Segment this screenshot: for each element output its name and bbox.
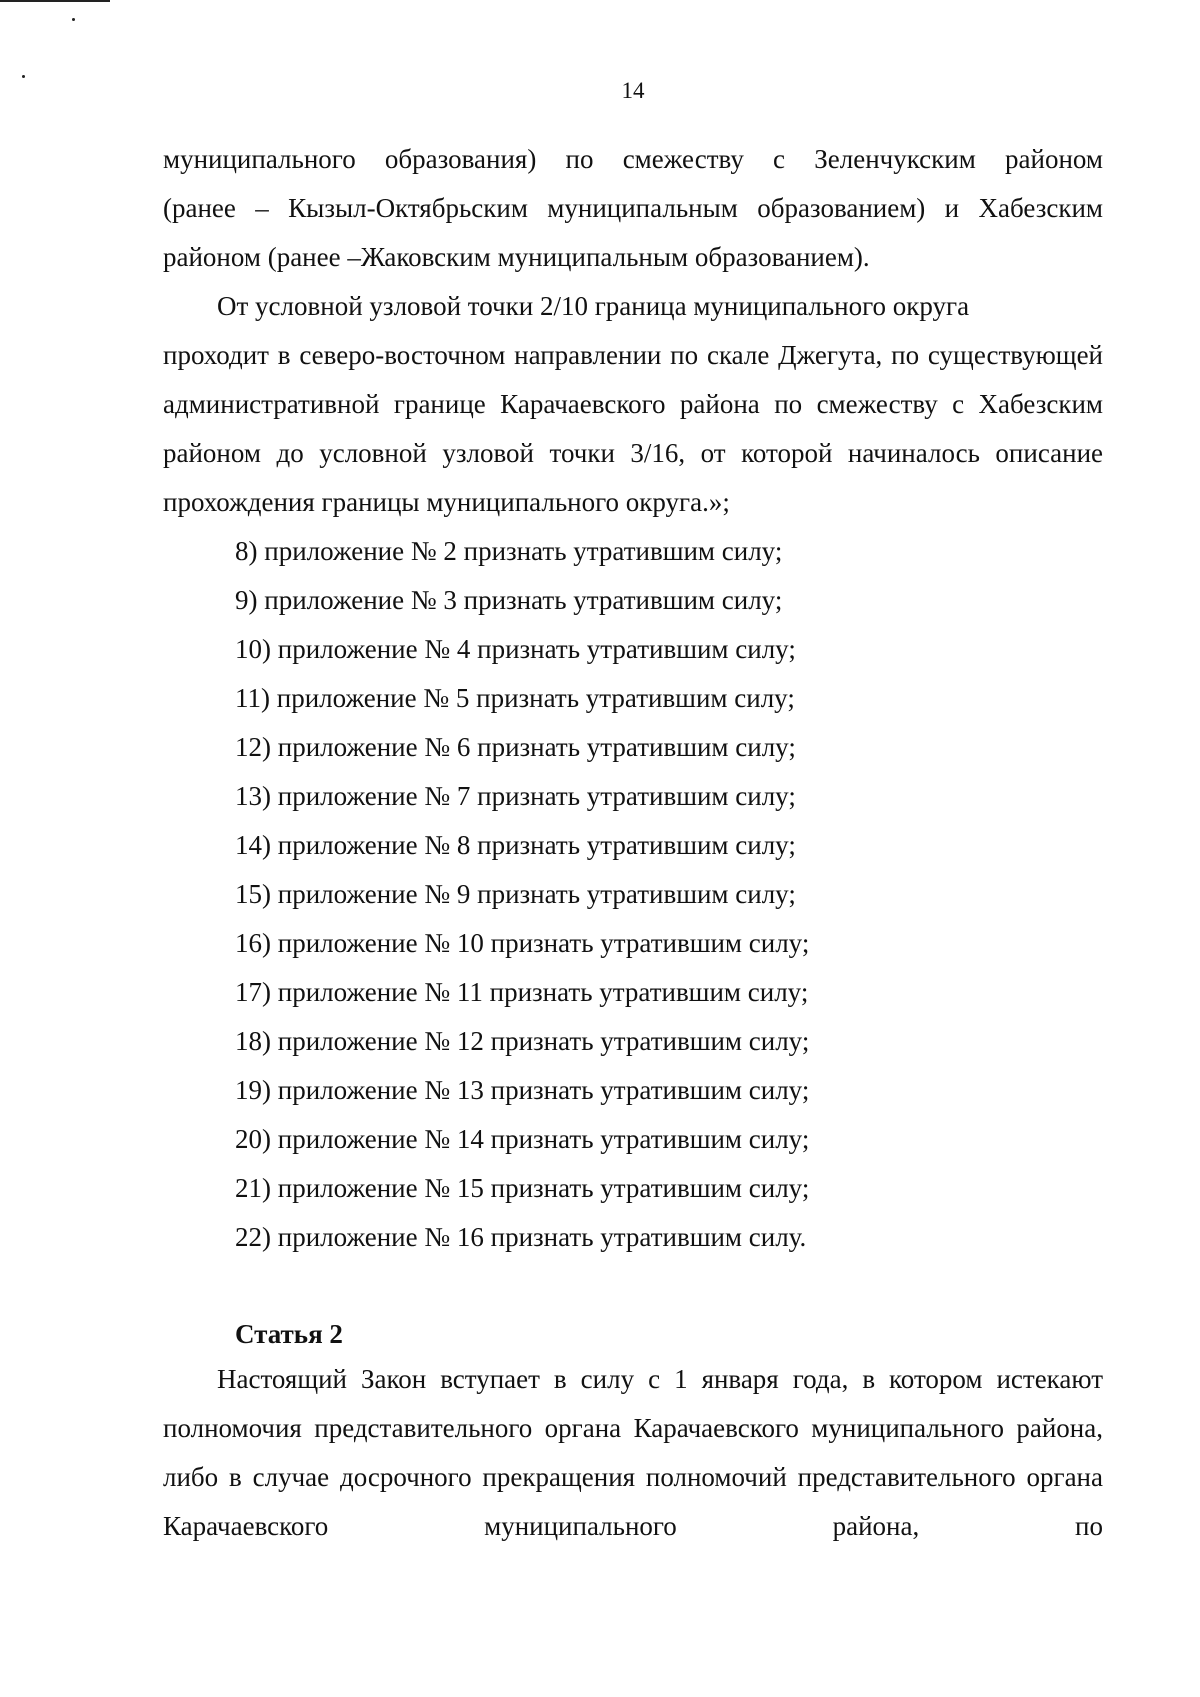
list-item: 17) приложение № 11 признать утратившим силу;: [235, 977, 809, 1007]
scan-edge-line: [0, 0, 110, 2]
page-number: 14: [621, 78, 645, 103]
article-2-paragraph: Настоящий Закон вступает в силу с 1 января года, в котором истекают полномочия представительного органа Карачаевского муниципального района, либо в случае досрочного прекращения полномочий представительного органа Карачаевского муниципального района, по: [163, 1364, 1103, 1541]
continuation-line: муниципального образования) по смежеству с Зеленчукским районом: [163, 144, 1103, 174]
amendment-list: [163, 527, 1103, 1262]
list-item: 22) приложение № 16 признать утратившим силу.: [235, 1222, 807, 1252]
list-item: 8) приложение № 2 признать утратившим силу;: [235, 536, 783, 566]
scan-speck: [72, 18, 75, 21]
list-item: 11) приложение № 5 признать утратившим силу;: [235, 683, 795, 713]
list-item: 16) приложение № 10 признать утратившим силу;: [235, 928, 810, 958]
article-2-heading: Статья 2: [235, 1319, 343, 1349]
article-2-text: [163, 1355, 1103, 1551]
list-item: 12) приложение № 6 признать утратившим силу;: [235, 732, 796, 762]
boundary-paragraph: [163, 282, 1103, 527]
list-item: 13) приложение № 7 признать утратившим силу;: [235, 781, 796, 811]
continuation-paragraph: [163, 135, 1103, 282]
list-item: 21) приложение № 15 признать утратившим силу;: [235, 1173, 810, 1203]
list-item: 20) приложение № 14 признать утратившим силу;: [235, 1124, 810, 1154]
continuation-line: (ранее – Кызыл-Октябрьским муниципальным образованием) и Хабезским: [163, 193, 1103, 223]
list-item: 14) приложение № 8 признать утратившим силу;: [235, 830, 796, 860]
list-item: 19) приложение № 13 признать утратившим силу;: [235, 1075, 810, 1105]
list-item: 10) приложение № 4 признать утратившим силу;: [235, 634, 796, 664]
boundary-rest: проходит в северо-восточном направлении по скале Джегута, по существующей административной границе Карачаевского района по смежеству с Хабезским районом до условной узловой точки 3/16, от которой начиналось описание прохождения границы муниципального округа.»;: [163, 340, 1103, 517]
continuation-line: районом (ранее –Жаковским муниципальным образованием).: [163, 242, 870, 272]
list-item: 15) приложение № 9 признать утратившим силу;: [235, 879, 796, 909]
boundary-first-line: От условной узловой точки 2/10 граница муниципального округа: [217, 291, 970, 321]
list-item: 18) приложение № 12 признать утратившим силу;: [235, 1026, 810, 1056]
list-item: 9) приложение № 3 признать утратившим силу;: [235, 585, 783, 615]
